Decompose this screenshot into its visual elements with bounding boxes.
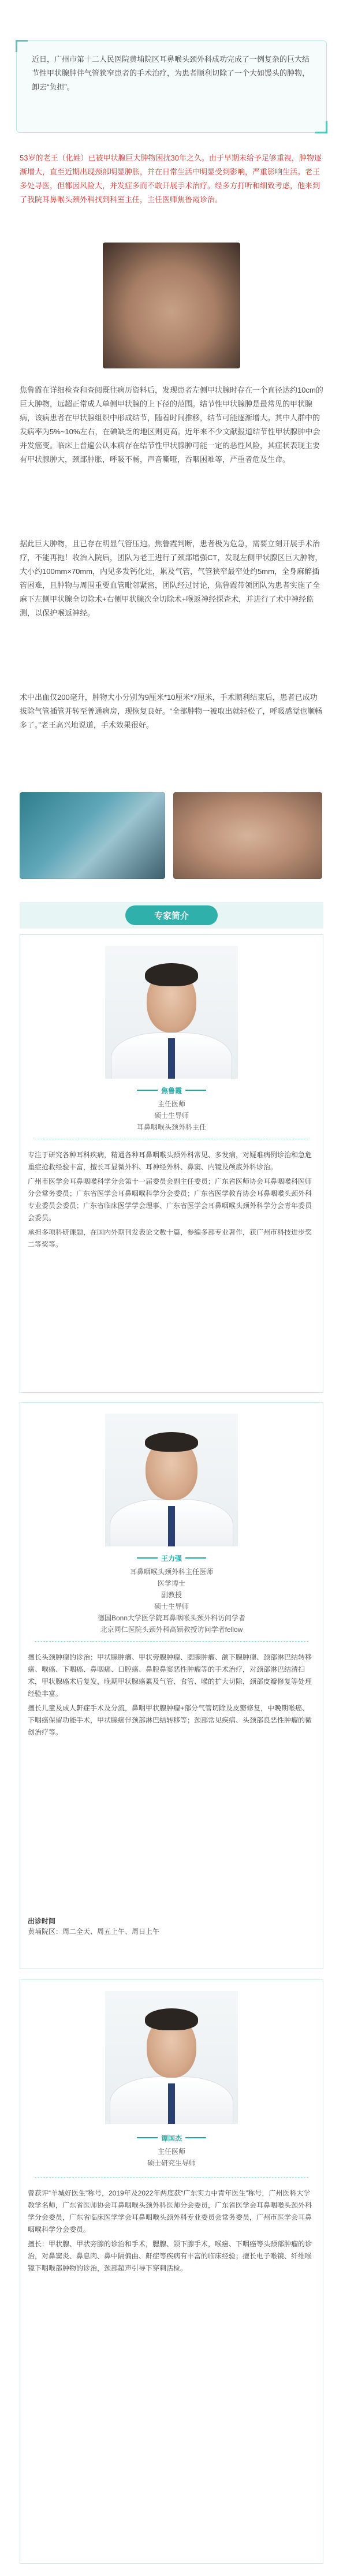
expert-title-line: 耳鼻咽喉头颈外科主任医师 bbox=[129, 1568, 213, 1576]
expert-title-line: 医学博士 bbox=[157, 1579, 185, 1587]
case-paragraph-3 bbox=[20, 537, 323, 620]
case-paragraph-1 bbox=[20, 151, 323, 207]
tie-shape bbox=[168, 1506, 175, 1546]
bio-paragraph: 专注于研究各种耳科疾病，精通各种耳鼻咽喉头颈外科常见、多发病，对疑难病例诊治和急危重症抢救经验丰富，擅长耳显微外科、耳神经外科、鼻窦、内镜及颅底外科诊治。 bbox=[28, 1151, 312, 1171]
hair-shape bbox=[145, 963, 198, 986]
visit-text: 黄埔院区：周二全天、周五上午、周日上午 bbox=[28, 1928, 160, 1936]
divider bbox=[35, 1139, 308, 1140]
case-text: 53岁的老王（化姓）已被甲状腺巨大肿物困扰30年之久。由于早期未给予足够重视，肿物逐渐增大，直至近期出现颈部明显肿胀，并在日常生活中明显受到影响，严重影响生活。老王多处寻医，但都因风险大，并发症多而不敢开展手术治疗。经多方打听和细致考虑，他来到了我院耳鼻喉头颈外科找到科室主任，主任医师焦鲁霞诊治。 bbox=[20, 154, 322, 204]
hair-shape bbox=[145, 2008, 198, 2030]
case-paragraph-4 bbox=[20, 691, 323, 732]
expert-titles-3 bbox=[20, 2146, 323, 2169]
expert-name-text: 焦鲁霞 bbox=[161, 1086, 182, 1095]
expert-title-line: 副教授 bbox=[161, 1591, 182, 1599]
bio-paragraph: 擅长儿童及成人鼾症手术及分流，鼻咽甲状腺肿瘤+部分气管切除及皮瓣修复，中晚期喉癌、下咽癌保留功能手术，甲状腺癌伴颈部淋巴结转移等；颈部常见疾病、头颈部良恶性肿瘤的微创治疗等。 bbox=[28, 1704, 312, 1736]
expert-banner-text: 专家简介 bbox=[154, 911, 189, 921]
case-paragraph-2 bbox=[20, 383, 323, 467]
corner-decoration bbox=[16, 40, 28, 52]
expert-name-text: 王力强 bbox=[161, 1554, 182, 1563]
expert-photo-2 bbox=[105, 1414, 238, 1546]
expert-name-2 bbox=[20, 1552, 323, 1564]
expert-bio-2 bbox=[28, 1652, 315, 1741]
expert-title-line: 耳鼻咽喉头颈外科主任 bbox=[136, 1123, 206, 1131]
divider bbox=[35, 2177, 308, 2178]
expert-title-line: 硕士研究生导师 bbox=[147, 2159, 196, 2167]
visit-heading: 出诊时间 bbox=[28, 1917, 56, 1925]
expert-title-line: 主任医师 bbox=[157, 1100, 185, 1108]
intro-text: 近日，广州市第十二人民医院黄埔院区耳鼻喉头颈外科成功完成了一例复杂的巨大结节性甲状腺肿伴气管狭窄患者的手术治疗，为患者顺利切除了一个大如馒头的肿物，卸去“负担”。 bbox=[32, 55, 310, 91]
expert-title-line: 主任医师 bbox=[157, 2148, 185, 2156]
corner-decoration bbox=[315, 121, 327, 133]
patient-neck-photo bbox=[103, 243, 240, 368]
expert-titles-1 bbox=[20, 1098, 323, 1133]
case-text: 术中出血仅200毫升，肿物大小分别为9厘米*10厘米*7厘米，手术顺利结束后，患者已成功拔除气管插管并转至普通病房，现恢复良好。“全部肿物一被取出就轻松了，呼吸感觉也顺畅多了。”老王高兴地说道，手术效果很好。 bbox=[20, 693, 323, 729]
expert-banner-label bbox=[125, 905, 218, 925]
bio-paragraph: 曾获评“羊城好医生”称号，2019年及2022年两度获“广东实力中青年医生”称号，广州医科大学教学名师，广东省医师协会耳鼻咽喉头颈外科医师分会委员，广东省医学会耳鼻咽喉头颈外科学分会委员，广东省临床医学学会耳鼻咽喉头颈外科专业委员会常务委员，广州市医学会耳鼻咽喉科学分会委员。 bbox=[28, 2189, 312, 2234]
tie-shape bbox=[168, 2083, 175, 2124]
expert-name-text: 谭国杰 bbox=[161, 2134, 182, 2142]
expert-title-line: 北京同仁医院头颈外科高颖教授访问学者fellow bbox=[100, 1626, 243, 1634]
expert-photo-3 bbox=[105, 1991, 238, 2124]
case-text: 据此巨大肿物，且已存在明显气管压迫。焦鲁霞判断，患者极为危急，需要立刻开展手术治疗，不能再拖！收治入院后，团队为老王进行了颈部增强CT，发现左侧甲状腺区巨大肿物，大小约100mm×70mm，内见多发钙化灶，累及气管，气管狭窄最窄处约5mm，全身麻醉插管困难，且肿物与周围重要血管毗邻紧密，团队经过讨论，焦鲁霞带领团队为患者实施了全麻下左侧甲状腺全切除术+右侧甲状腺次全切除术+喉返神经探查术，并进行了术中神经监测，以保护喉返神经。 bbox=[20, 539, 323, 617]
bio-paragraph: 擅长头颈肿瘤的诊治：甲状腺肿瘤、甲状旁腺肿瘤、腮腺肿瘤、颌下腺肿瘤、颈部淋巴结转移癌、喉癌、下咽癌、鼻咽癌、口腔癌、鼻腔鼻窦恶性肿瘤等的手术治疗，对颈部淋巴结清扫术，甲状腺癌术后复发，晚期甲状腺癌累及气管、食管、喉的扩大切除，颈部皮瓣修复等处理经验丰富。 bbox=[28, 1653, 312, 1698]
case-text: 焦鲁霞在详细检查和查阅既往病历资料后，发现患者左侧甲状腺时存在一个直径达约10cm的巨大肿物，远超正常成人单侧甲状腺的上下径的范围。结节性甲状腺肿是最常见的甲状腺病，该病患者在甲状腺组织中形成结节，随着时间推移，结节可能逐渐增大。其中人群中的发病率为5%~10%左右，在碘缺乏的地区则更高。近年来不少文献报道结节性甲状腺肿中会并发癌变。临床上普遍公认本病存在结节性甲状腺肿可能一定的恶性风险，其症状表现主要有甲状腺肿大，颈部肿胀，呼吸不畅，声音嘶哑，吞咽困难等，严重者危及生命。 bbox=[20, 386, 323, 464]
hair-shape bbox=[145, 1432, 198, 1452]
expert-title-line: 硕士生导师 bbox=[154, 1602, 189, 1611]
expert-photo-1 bbox=[105, 946, 238, 1079]
visit-section bbox=[28, 1916, 315, 1938]
bio-paragraph: 擅长：甲状腺、甲状旁腺的诊治和手术，腮腺、颌下腺手术，喉癌、下咽癌等头颈部肿瘤的诊治，对鼻窦炎、鼻息肉、鼻中隔偏曲、鼾症等疾病有丰富的临床经验；擅长电子喉镜、纤维喉镜下咽喉部肿物的诊治，颈部超声引导下穿刺活检。 bbox=[28, 2240, 312, 2272]
bio-paragraph: 承担多项科研课题，在国内外期刊发表论文数十篇，参编多部专业著作，获广州市科技进步奖二等奖等。 bbox=[28, 1228, 312, 1248]
intro-box bbox=[16, 40, 327, 133]
expert-bio-3 bbox=[28, 2187, 315, 2277]
surgery-photo bbox=[20, 792, 165, 879]
expert-title-line: 硕士生导师 bbox=[154, 1112, 189, 1120]
expert-title-line: 德国Bonn大学医学院耳鼻咽喉头颈外科访问学者 bbox=[97, 1614, 246, 1622]
postop-neck-photo bbox=[173, 792, 322, 879]
tie-shape bbox=[168, 1038, 175, 1079]
expert-name-3 bbox=[20, 2132, 323, 2143]
expert-bio-1 bbox=[28, 1149, 315, 1253]
expert-banner bbox=[20, 902, 323, 929]
bio-paragraph: 广州市医学会耳鼻咽喉科学分会第十一届委员会副主任委员；广东省医师协会耳鼻咽喉科医师分会常务委员；广东省医学会耳鼻咽喉科学分会委员；广东省医学教育协会耳鼻咽喉头颈外科专业委员会委员；广东省临床医学学会理事、广东省医学会耳鼻咽喉头颈外科学分会青年委员会委员。 bbox=[28, 1177, 312, 1222]
expert-titles-2 bbox=[20, 1566, 323, 1635]
expert-name-1 bbox=[20, 1084, 323, 1096]
divider bbox=[35, 1641, 308, 1642]
